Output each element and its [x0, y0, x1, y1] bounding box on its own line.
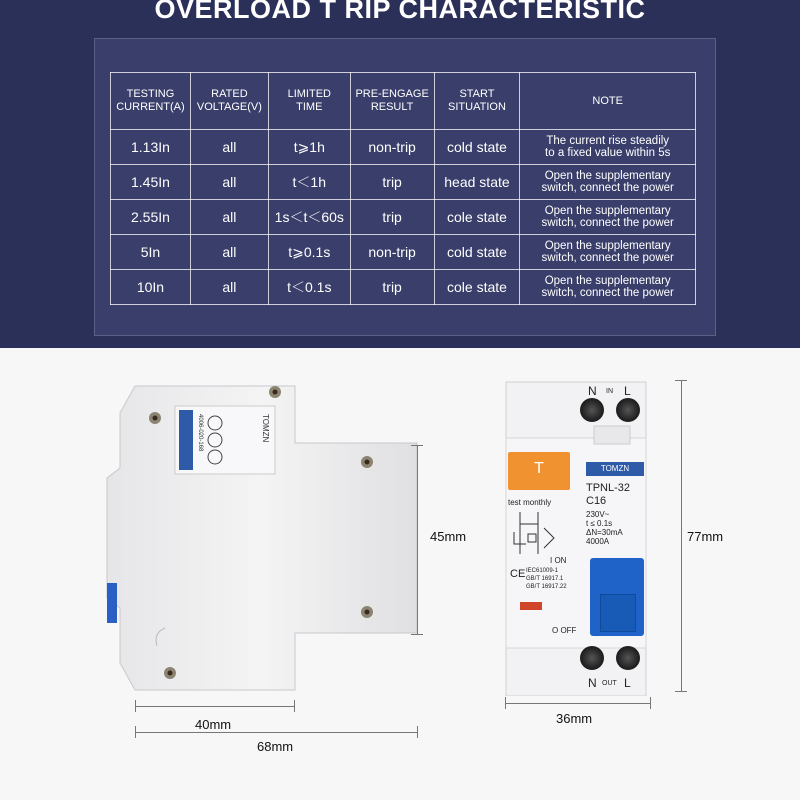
label-top-n: N: [588, 384, 597, 398]
cell-note: Open the supplementary switch, connect the power: [520, 165, 696, 200]
terminal-screw-icon: [616, 646, 640, 670]
dim-side-depth-top: 40mm: [195, 717, 232, 732]
page-title: OVERLOAD T RIP CHARACTERISTIC: [154, 0, 646, 24]
dim-line-36mm: [505, 703, 651, 704]
label-top-in: IN: [606, 388, 613, 395]
label-bottom-l: L: [624, 676, 631, 690]
cell-note: The current rise steadily to a fixed value within 5s: [520, 130, 696, 165]
header-start-situation: START SITUATION: [434, 73, 520, 130]
trip-time-label: t ≤ 0.1s: [586, 519, 613, 528]
cell-situation: head state: [434, 165, 520, 200]
cell-current: 5In: [111, 235, 191, 270]
dim-line-side-height: [417, 445, 418, 635]
standard-3: GB/T 16917.22: [526, 584, 567, 590]
ce-mark: CE: [510, 568, 526, 580]
cell-voltage: all: [190, 270, 268, 305]
cell-note: Open the supplementary switch, connect the power: [520, 235, 696, 270]
capacity-label: 4000A: [586, 537, 610, 546]
terminal-screw-icon: [580, 646, 604, 670]
breaker-side-view: [95, 378, 425, 698]
side-brand: TOMZN: [261, 414, 270, 443]
standard-2: GB/T 16917.1: [526, 576, 564, 582]
cell-time: t⩾1h: [268, 130, 350, 165]
characteristic-table: [110, 72, 696, 305]
test-button[interactable]: T: [508, 452, 570, 490]
cell-situation: cole state: [434, 200, 520, 235]
cell-result: trip: [350, 270, 434, 305]
label-bottom-out: OUT: [602, 680, 617, 687]
model-label: TPNL-32: [586, 482, 631, 494]
cell-result: trip: [350, 165, 434, 200]
side-phone: 4006-020-168: [197, 414, 203, 452]
cell-time: t⩾0.1s: [268, 235, 350, 270]
cell-voltage: all: [190, 235, 268, 270]
header-pre-engage-result: PRE-ENGAGE RESULT: [350, 73, 434, 130]
dim-side-depth-total: 68mm: [257, 739, 294, 754]
cell-current: 10In: [111, 270, 191, 305]
cell-situation: cole state: [434, 270, 520, 305]
test-monthly-label: test monthly: [508, 498, 552, 507]
trip-indicator: [520, 602, 542, 610]
dim-front-width: 36mm: [556, 711, 593, 726]
table-row: [111, 130, 696, 165]
cell-current: 1.45In: [111, 165, 191, 200]
label-bottom-n: N: [588, 676, 597, 690]
cell-time: 1s＜t＜60s: [268, 200, 350, 235]
rating-label: C16: [586, 495, 607, 507]
table-row: [111, 235, 696, 270]
breaker-front-view: [498, 378, 654, 696]
cell-result: non-trip: [350, 235, 434, 270]
cell-situation: cold state: [434, 235, 520, 270]
dim-front-height: 77mm: [687, 529, 724, 544]
header-note: NOTE: [520, 73, 696, 130]
standard-1: IEC61009-1: [526, 568, 559, 574]
circuit-diagram-icon: [510, 508, 566, 558]
off-label: O OFF: [552, 626, 577, 635]
cell-situation: cold state: [434, 130, 520, 165]
cell-time: t＜0.1s: [268, 270, 350, 305]
terminal-screw-icon: [616, 398, 640, 422]
cell-time: t＜1h: [268, 165, 350, 200]
cell-current: 2.55In: [111, 200, 191, 235]
header-rated-voltage: RATED VOLTAGE(V): [190, 73, 268, 130]
cell-current: 1.13In: [111, 130, 191, 165]
cell-result: non-trip: [350, 130, 434, 165]
header-testing-current: TESTING CURRENT(A): [111, 73, 191, 130]
dim-side-height: 45mm: [430, 529, 467, 544]
table-header-row: [111, 73, 696, 130]
table-row: [111, 270, 696, 305]
cell-voltage: all: [190, 165, 268, 200]
dim-line-77mm: [681, 380, 682, 692]
cell-note: Open the supplementary switch, connect the power: [520, 200, 696, 235]
on-label: I ON: [550, 556, 567, 565]
residual-label: ΔN=30mA: [586, 528, 623, 537]
table-row: [111, 165, 696, 200]
label-top-l: L: [624, 384, 631, 398]
cell-voltage: all: [190, 200, 268, 235]
front-brand-badge: TOMZN: [586, 462, 644, 476]
header-limited-time: LIMITED TIME: [268, 73, 350, 130]
cell-voltage: all: [190, 130, 268, 165]
cell-result: trip: [350, 200, 434, 235]
dim-line-68mm: [135, 732, 418, 733]
toggle-lever[interactable]: [590, 558, 644, 636]
side-blue-clip: [107, 583, 117, 623]
table-row: [111, 200, 696, 235]
voltage-label: 230V~: [586, 510, 610, 519]
cell-note: Open the supplementary switch, connect the power: [520, 270, 696, 305]
dim-line-40mm: [135, 706, 295, 707]
terminal-screw-icon: [580, 398, 604, 422]
